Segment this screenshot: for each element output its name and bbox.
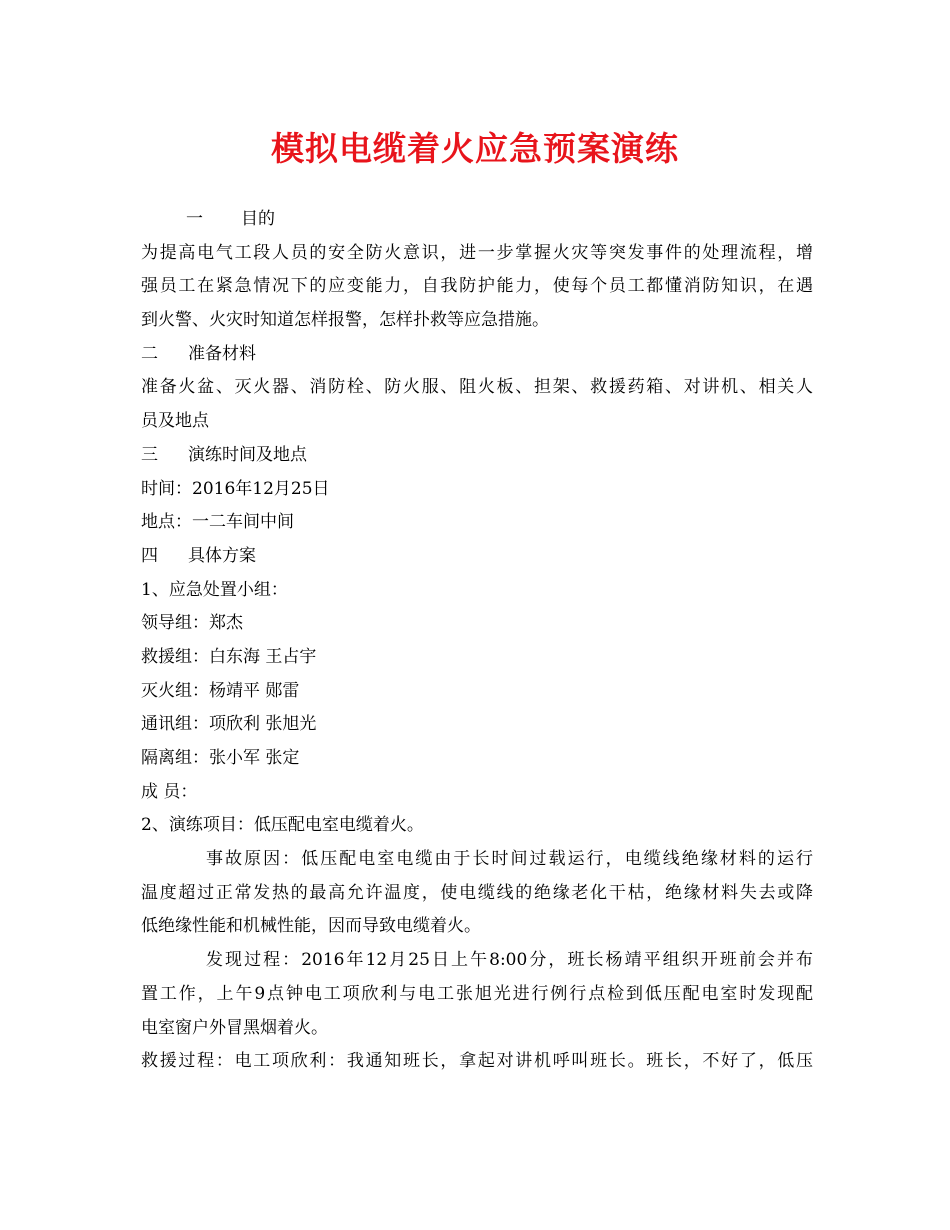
paragraph-line: 温度超过正常发热的最高允许温度，使电缆线的绝缘老化干枯，绝缘材料失去或降	[141, 882, 813, 903]
section-number: 二	[141, 343, 158, 364]
section-number: 一	[186, 209, 203, 229]
document-title: 模拟电缆着火应急预案演练	[271, 129, 679, 168]
paragraph-line: 电室窗户外冒黑烟着火。	[141, 1017, 328, 1038]
paragraph-line: 准备火盆、灭火器、消防栓、防火服、阻火板、担架、救援药箱、对讲机、相关人	[141, 377, 813, 398]
section-heading-2	[141, 338, 813, 372]
paragraph-line: 员及地点	[141, 411, 209, 432]
drill-project: 2、演练项目：低压配电室电缆着火。	[141, 815, 424, 836]
fire-group: 灭火组：杨靖平 郧雷	[141, 680, 300, 701]
paragraph-line: 发现过程：2016年12月25日上午8:00分，班长杨靖平组织开班前会并布	[206, 950, 813, 971]
section-heading-1	[141, 203, 813, 237]
members-line: 成 员：	[141, 781, 198, 802]
section-heading-text: 演练时间及地点	[188, 444, 307, 465]
drill-time: 时间：2016年12月25日	[141, 478, 330, 499]
section-heading-4	[141, 540, 813, 574]
section-number: 四	[141, 545, 158, 566]
group-title: 1、应急处置小组：	[141, 579, 288, 600]
paragraph-line: 置工作，上午9点钟电工项欣利与电工张旭光进行例行点检到低压配电室时发现配	[141, 983, 813, 1004]
drill-place: 地点：一二车间中间	[141, 512, 294, 533]
leader-group: 领导组：郑杰	[141, 613, 243, 634]
paragraph-line: 救援过程：电工项欣利：我通知班长，拿起对讲机呼叫班长。班长，不好了，低压	[141, 1051, 813, 1072]
paragraph-line: 到火警、火灾时知道怎样报警，怎样扑救等应急措施。	[141, 310, 549, 331]
rescue-group: 救援组：白东海 王占宇	[141, 646, 317, 667]
section-heading-text: 目的	[241, 209, 275, 229]
isolation-group: 隔离组：张小军 张定	[141, 748, 300, 768]
section-heading-3	[141, 439, 813, 473]
section-heading-text: 准备材料	[188, 343, 256, 364]
section-heading-text: 具体方案	[188, 545, 256, 566]
paragraph-line: 事故原因：低压配电室电缆由于长时间过载运行，电缆线绝缘材料的运行	[206, 849, 813, 870]
communication-group: 通讯组：项欣利 张旭光	[141, 714, 317, 735]
document-body	[141, 203, 813, 1079]
section-number: 三	[141, 444, 158, 465]
paragraph-line: 为提高电气工段人员的安全防火意识，进一步掌握火灾等突发事件的处理流程，增	[141, 242, 813, 263]
paragraph-line: 低绝缘性能和机械性能，因而导致电缆着火。	[141, 916, 481, 937]
paragraph-line: 强员工在紧急情况下的应变能力，自我防护能力，使每个员工都懂消防知识，在遇	[141, 276, 813, 297]
